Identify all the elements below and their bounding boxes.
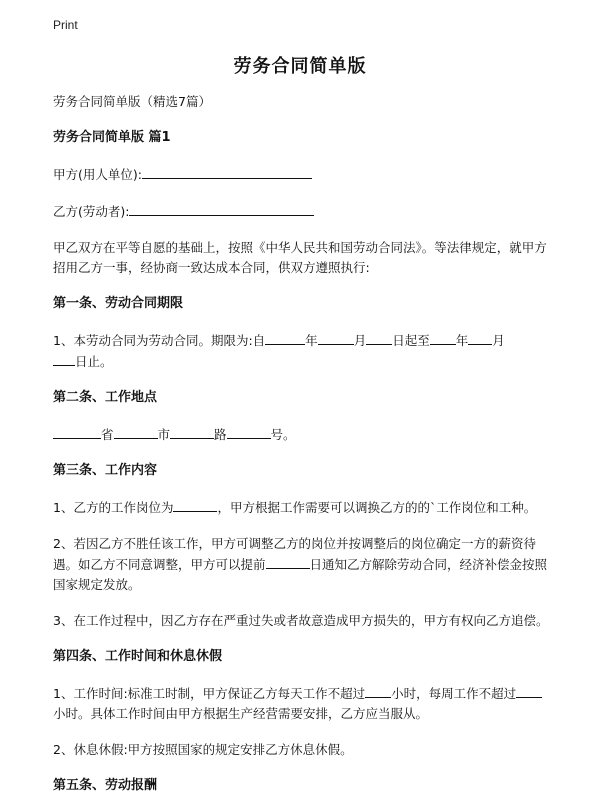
party-b-line [53, 201, 550, 222]
blank [170, 424, 214, 439]
article3-paragraph-3: 3、在工作过程中，因乙方存在严重过失或者故意造成甲方损失的，甲方有权向乙方追偿。 [53, 613, 549, 628]
blank [53, 424, 101, 439]
party-a-line [53, 164, 550, 185]
blank [366, 330, 392, 345]
party-a-label: 甲方(用人单位): [53, 167, 142, 182]
article3-text: ，甲方根据工作需要可以调换乙方的的`工作岗位和工种。 [217, 500, 537, 515]
blank [516, 683, 542, 698]
print-label[interactable]: Print [53, 18, 78, 32]
blank [266, 554, 310, 569]
article2-paragraph [53, 424, 550, 445]
party-a-blank [142, 164, 312, 179]
blank [318, 330, 354, 345]
article3-paragraph-1 [53, 497, 550, 518]
article3-text: 日通知乙方解除劳动合同，经济补偿金按照国家规定发放。 [53, 557, 548, 592]
article3-heading: 第三条、工作内容 [53, 463, 158, 478]
article2-text: 路 [214, 427, 227, 442]
document-body [53, 92, 550, 812]
section-heading: 劳务合同简单版 篇1 [53, 130, 171, 145]
article4-heading: 第四条、工作时间和休息休假 [53, 649, 223, 664]
article3-text: 1、乙方的工作岗位为 [53, 500, 174, 515]
article4-paragraph-2: 2、休息休假:甲方按照国家的规定安排乙方休息休假。 [53, 742, 353, 757]
article1-text: 年 [455, 333, 469, 348]
article2-text: 省 [101, 427, 114, 442]
article4-text: 1、工作时间:标准工时制，甲方保证乙方每天工作不超过 [53, 686, 366, 701]
party-b-label: 乙方(劳动者): [53, 204, 130, 219]
article5-heading: 第五条、劳动报酬 [53, 778, 158, 793]
subtitle: 劳务合同简单版（精选7篇） [53, 94, 211, 109]
blank [430, 330, 456, 345]
blank [53, 351, 75, 366]
article1-text: 年 [305, 333, 318, 348]
article3-paragraph-2 [53, 534, 550, 595]
blank [265, 330, 305, 345]
article3-text: 2、若因乙方不胜任该工作，甲方可调整乙方的岗位并按调整后的岗位确定一方的薪资待遇。如乙方不同意调整，甲方可以提前 [53, 536, 536, 572]
article4-text: 小时，每周工作不超过 [391, 686, 517, 701]
article1-text: 月 [353, 333, 367, 348]
article2-text: 号。 [270, 427, 296, 442]
article1-heading: 第一条、劳动合同期限 [53, 296, 184, 311]
blank [227, 424, 271, 439]
blank [173, 497, 217, 512]
article1-paragraph [53, 330, 550, 372]
article2-text: 市 [157, 427, 171, 442]
document-title: 劳务合同简单版 [233, 56, 367, 77]
party-b-blank [129, 201, 314, 216]
article1-text: 月 [492, 333, 505, 348]
article2-heading: 第二条、工作地点 [53, 390, 158, 405]
intro-paragraph: 甲乙双方在平等自愿的基础上，按照《中华人民共和国劳动合同法》。等法律规定，就甲方招用乙方一事，经协商一致达成本合同，供双方遵照执行: [53, 240, 547, 275]
blank [114, 424, 158, 439]
article4-paragraph-1 [53, 683, 550, 724]
article1-text: 1、本劳动合同为劳动合同。期限为:自 [53, 333, 266, 348]
blank [365, 683, 391, 698]
article1-text: 日起至 [392, 333, 430, 348]
blank [468, 330, 492, 345]
article4-text: 小时。具体工作时间由甲方根据生产经营需要安排，乙方应当服从。 [53, 706, 429, 721]
article1-text: 日止。 [75, 354, 113, 369]
